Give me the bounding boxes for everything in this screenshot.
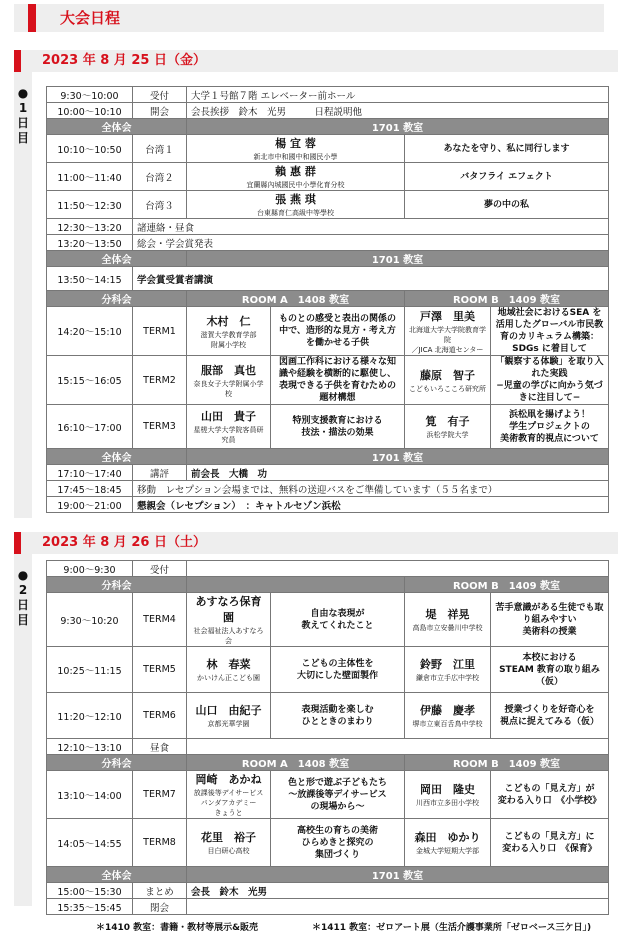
table-row [47,899,609,915]
speaker-name: 戸澤 里美 [420,309,475,323]
speaker-affiliation: 金城大学短期大学部 [416,847,479,855]
label-cell: 台湾１ [133,135,187,163]
section-label: 分科会 [47,577,187,593]
section-header [47,119,609,135]
section-header [47,867,609,883]
speaker-name: 鈴野 江里 [420,658,475,671]
time-cell: 13:10〜14:00 [47,771,133,819]
time-cell: 14:20〜15:10 [47,307,133,356]
talk-title: こどもの主体性を 大切にした壁面製作 [296,658,378,681]
speaker-affiliation: 台東縣育仁高級中等學校 [257,209,334,217]
talk-title: 本校における STEAM 教育の取り組み （仮） [499,652,600,687]
term-cell: TERM6 [133,693,187,739]
speaker-name: 堤 祥晃 [425,608,470,621]
speaker-name: あすなろ保育園 [195,595,262,624]
label-cell: 台湾３ [133,191,187,219]
speaker-affiliation: 宜蘭縣內城國民中小學化育分校 [246,181,345,189]
table-row [47,497,609,513]
term-cell: TERM1 [133,307,187,356]
term-cell: TERM7 [133,771,187,819]
table-row [47,739,609,755]
time-cell: 11:50〜12:30 [47,191,133,219]
time-cell: 15:15〜16:05 [47,356,133,405]
talk-title: 色と形で遊ぶ子どもたち 〜放課後等デイサービス の現場から〜 [287,777,387,812]
content-cell: 会長 鈴木 光男 [187,883,609,899]
day2-heading-bar [14,532,618,554]
page-title-bar [14,4,604,32]
talk-title: こどもの「見え方」に 変わる入り口 《保育》 [502,831,597,854]
table-row [47,267,609,291]
day1-accent [14,50,21,72]
table-row [47,465,609,481]
table-row [47,771,609,819]
room-a-label: ROOM A 1408 教室 [187,755,405,771]
speaker-name: 山田 貴子 [201,410,256,423]
speaker-name: 花里 裕子 [201,831,256,844]
content-cell: 諸連絡・昼食 [133,219,609,235]
time-cell: 14:05〜14:55 [47,819,133,867]
time-cell: 11:00〜11:40 [47,163,133,191]
term-cell: TERM2 [133,356,187,405]
speaker-name: 賴 惠 群 [275,165,316,178]
time-cell: 10:10〜10:50 [47,135,133,163]
section-label: 全体会 [47,867,187,883]
table-row [47,481,609,497]
speaker-name: 服部 真也 [201,363,256,377]
day2-side-label: ● 2 日 目 [16,568,29,627]
title-accent [28,4,36,32]
table-row [47,219,609,235]
section-header [47,291,609,307]
speaker-affiliation: 高島市立安曇川中学校 [412,624,483,632]
footer-note-right: ＊1411 教室：ゼロアート展（生活介護事業所「ゼロベース三ケ日」) [312,923,592,933]
time-cell: 12:30〜13:20 [47,219,133,235]
room-b-label: ROOM B 1409 教室 [405,755,609,771]
time-cell: 15:35〜15:45 [47,899,133,915]
content-cell [187,561,609,577]
talk-title: 図画工作科における様々な知識や経験を横断的に駆使し、表現できる子供を育むための題材構想 [278,357,396,403]
room-b-label: ROOM B 1409 教室 [405,291,609,307]
section-header [47,755,609,771]
speaker-name: 岡崎 あかね [195,773,262,786]
section-label: 分科会 [47,291,187,307]
speaker-name: 岡田 隆史 [420,783,475,796]
speaker-affiliation: 川西市立多田小学校 [416,799,479,807]
footer-note-left: ＊1410 教室：書籍・教材等展示&販売 [96,923,259,933]
speaker-affiliation: 鎌倉市立手広中学校 [416,674,479,682]
table-row [47,87,609,103]
time-cell: 17:10〜17:40 [47,465,133,481]
label-cell: 台湾２ [133,163,187,191]
table-row [47,235,609,251]
content-cell: 移動 レセプション会場までは、無料の送迎バスをご準備しています（５５名まで） [133,481,609,497]
day2-schedule-table [46,560,609,915]
talk-title: 特別支援教育における 技法・描法の効果 [292,415,383,438]
table-row [47,883,609,899]
time-cell: 10:00〜10:10 [47,103,133,119]
table-row [47,647,609,693]
time-cell: 12:10〜13:10 [47,739,133,755]
room-label: 1701 教室 [187,251,609,267]
talk-title: 「観察する体験」を取り入れた実践 −児童の学びに向かう気づきに注目して− [495,357,604,403]
label-cell: 受付 [133,561,187,577]
speaker-affiliation: 目白研心高校 [207,847,250,855]
speaker-name: 山口 由紀子 [195,704,262,717]
section-header [47,449,609,465]
talk-title: 苦手意識がある生徒でも取り組みやすい 美術科の授業 [495,602,604,637]
talk-title: 夢の中の私 [484,199,530,210]
speaker-affiliation: かいけん正こども園 [197,674,260,682]
speaker-affiliation: 奈良女子大学附属小学校 [193,379,264,398]
content-cell [187,899,609,915]
speaker-name: 林 春菜 [206,658,251,671]
speaker-name: 木村 仁 [206,314,251,328]
talk-title: 地域社会におけるSEA を活用したグローバル市民教育のカリキュラム構築：SDGs に着目して [495,308,604,354]
label-cell: 受付 [133,87,187,103]
table-row [47,191,609,219]
time-cell: 15:00〜15:30 [47,883,133,899]
content-cell: 懇親会（レセプション） ：キャトルセゾン浜松 [133,497,609,513]
table-row [47,135,609,163]
room-a-label: ROOM A 1408 教室 [187,291,405,307]
speaker-affiliation: 北海道大学大学院教育学院 ／JICA 北海道センター [409,325,486,354]
section-header [47,577,609,593]
day1-heading: 2023 年 8 月 25 日（金） [42,53,206,68]
speaker-affiliation: こどもいろこころ研究所 [409,384,486,393]
content-cell [187,739,609,755]
room-label: 1701 教室 [187,449,609,465]
section-header [47,251,609,267]
speaker-affiliation: 堺市立東百舌鳥中学校 [412,720,483,728]
talk-title: 自由な表現が 教えてくれたこと [301,608,374,631]
speaker-affiliation: 滋賀大学教育学部 附属小学校 [200,330,257,349]
table-row [47,307,609,356]
day1-side-strip [14,72,32,518]
term-cell: TERM4 [133,593,187,647]
section-label: 全体会 [47,119,187,135]
speaker-name: 楊 宜 蓉 [275,137,316,150]
talk-title: バタフライ エフェクト [460,171,553,182]
talk-title: 表現活動を楽しむ ひとときのまわり [301,704,374,727]
speaker-affiliation: 京都光華学園 [207,720,250,728]
section-label: 分科会 [47,755,187,771]
time-cell: 13:50〜14:15 [47,267,133,291]
time-cell: 17:45〜18:45 [47,481,133,497]
label-cell: 講評 [133,465,187,481]
speaker-affiliation: 星槎大学大学院客員研究員 [193,426,264,444]
day2-side-strip [14,554,32,906]
content-cell: 学会賞受賞者講演 [133,267,609,291]
table-row [47,593,609,647]
speaker-name: 藤原 智子 [420,368,475,382]
day1-schedule-table [46,86,609,513]
term-cell: TERM3 [133,405,187,449]
term-cell: TERM8 [133,819,187,867]
speaker-name: 伊藤 慶孝 [420,704,475,717]
room-b-label: ROOM B 1409 教室 [405,577,609,593]
section-label: 全体会 [47,449,187,465]
day1-heading-bar [14,50,618,72]
time-cell: 16:10〜17:00 [47,405,133,449]
content-cell: 前会長 大橋 功 [187,465,609,481]
talk-title: 高校生の育ちの美術 ひらめきと探究の 集団づくり [296,825,378,860]
day1-side-label: ● 1 日 目 [16,86,29,145]
label-cell: まとめ [133,883,187,899]
table-row [47,103,609,119]
talk-title: 浜松凧を揚げよう！ 学生プロジェクトの 美術教育的視点について [500,409,599,444]
speaker-affiliation: 社会福祉法人あすなろ会 [193,627,264,645]
content-cell: 総会・学会賞発表 [133,235,609,251]
room-a-label [187,577,405,593]
speaker-affiliation: 浜松学院大学 [426,431,469,439]
room-label: 1701 教室 [187,867,609,883]
term-cell: TERM5 [133,647,187,693]
speaker-name: 張 燕 琪 [275,193,316,206]
table-row [47,356,609,405]
label-cell: 開会 [133,103,187,119]
talk-title: 授業づくりを好奇心を 視点に捉えてみる（仮） [499,704,599,727]
table-row [47,819,609,867]
day2-accent [14,532,21,554]
time-cell: 9:00〜9:30 [47,561,133,577]
time-cell: 11:20〜12:10 [47,693,133,739]
content-cell: 大学１号館７階 エレベーター前ホール [187,87,609,103]
table-row [47,405,609,449]
speaker-name: 森田 ゆかり [414,831,481,844]
table-row [47,163,609,191]
time-cell: 10:25〜11:15 [47,647,133,693]
label-cell: 閉会 [133,899,187,915]
time-cell: 9:30〜10:20 [47,593,133,647]
table-row [47,693,609,739]
page-title: 大会日程 [60,9,121,27]
talk-title: こどもの「見え方」が 変わる入り口 《小学校》 [497,783,602,806]
talk-title: あなたを守り、私に同行します [443,143,570,154]
time-cell: 13:20〜13:50 [47,235,133,251]
section-label: 全体会 [47,251,187,267]
label-cell: 昼食 [133,739,187,755]
time-cell: 19:00〜21:00 [47,497,133,513]
speaker-name: 筧 有子 [425,415,470,428]
room-label: 1701 教室 [187,119,609,135]
content-cell: 会長挨拶 鈴木 光男 日程説明他 [187,103,609,119]
speaker-affiliation: 放課後等デイサービス パンダアカデミー きょうと [193,789,264,817]
speaker-affiliation: 新北市中和國中和國民小學 [253,153,338,161]
day2-heading: 2023 年 8 月 26 日（土） [42,535,206,550]
table-row [47,561,609,577]
time-cell: 9:30〜10:00 [47,87,133,103]
talk-title: ものとの感受と表出の関係の中で、造形的な見方・考え方を働かせる子供 [278,314,396,348]
